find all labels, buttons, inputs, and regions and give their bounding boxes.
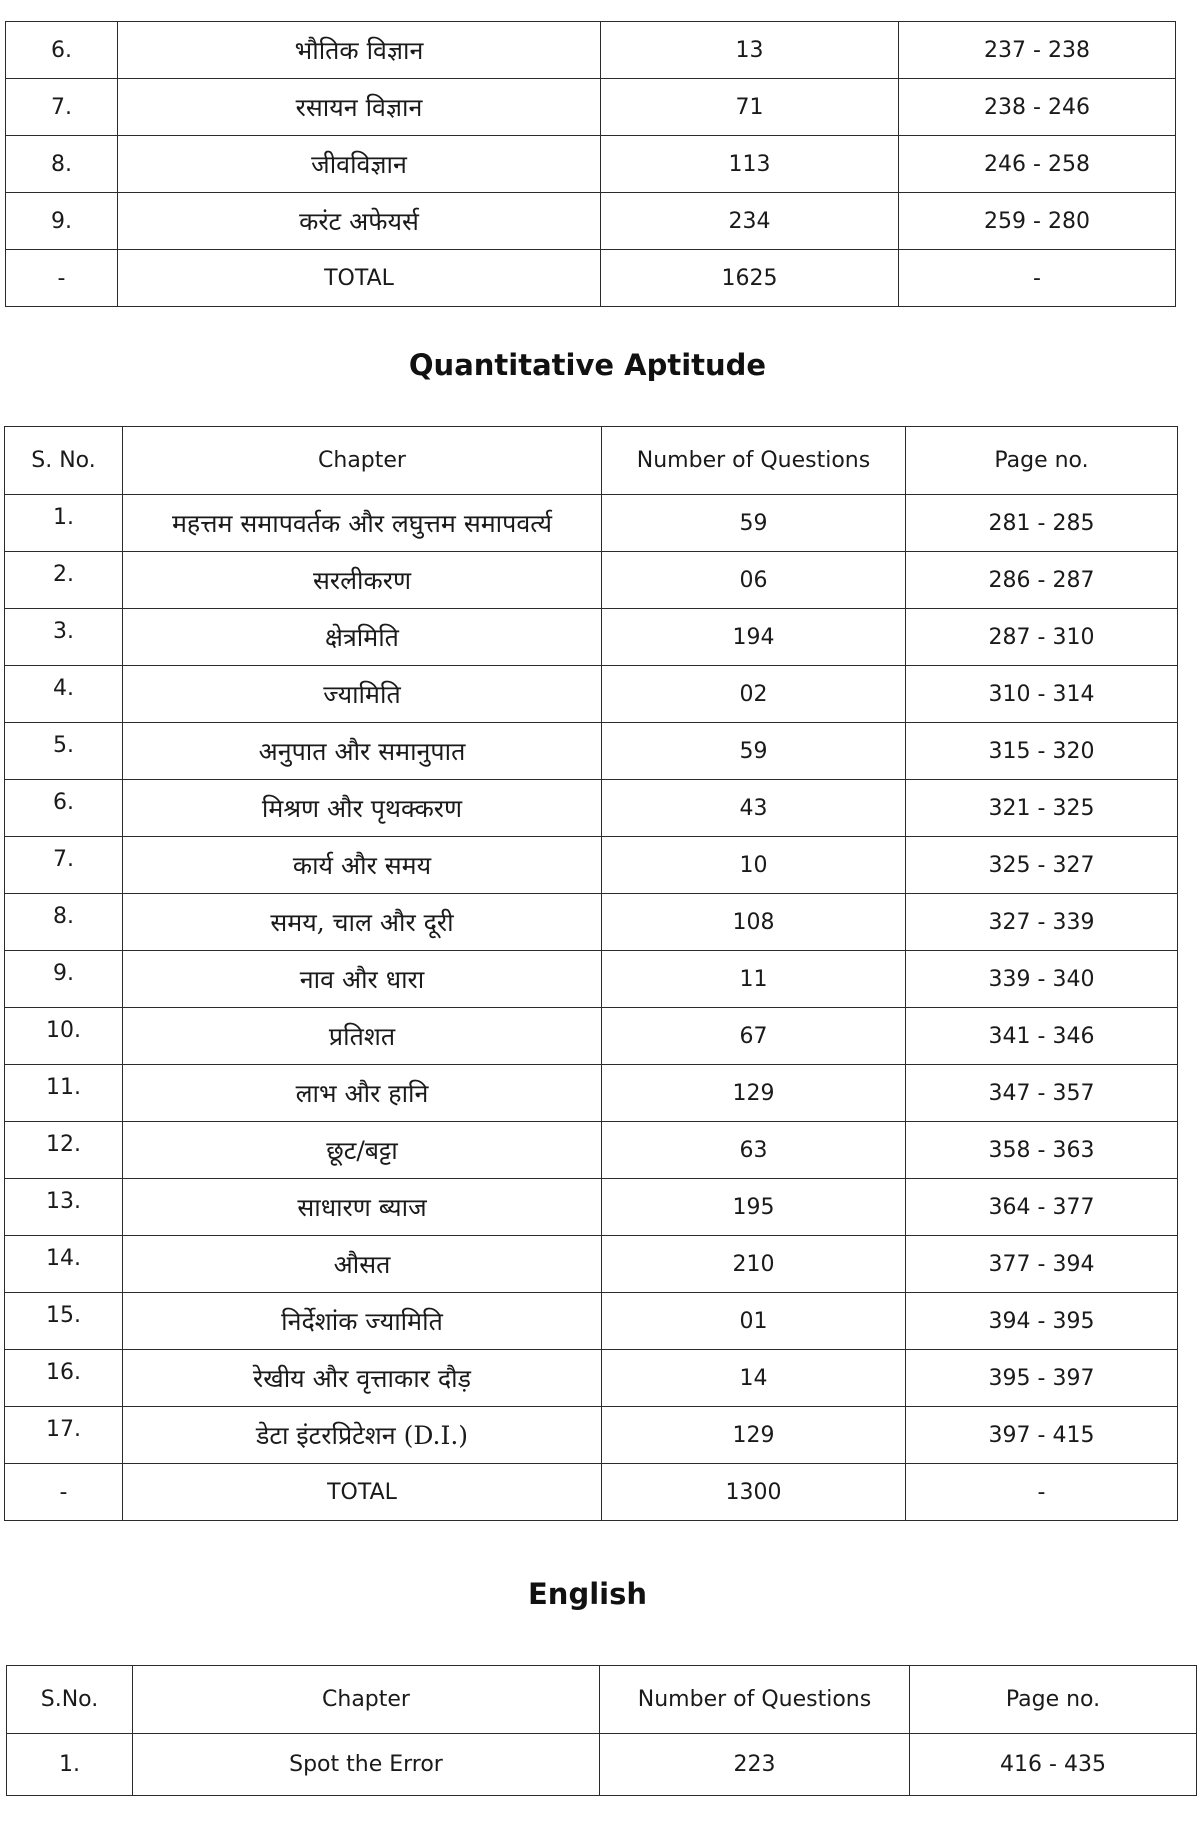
cell-questions: 195 bbox=[602, 1179, 906, 1236]
cell-questions: 210 bbox=[602, 1236, 906, 1293]
cell-questions: 01 bbox=[602, 1293, 906, 1350]
cell-chapter: TOTAL bbox=[123, 1464, 602, 1521]
cell-chapter: रेखीय और वृत्ताकार दौड़ bbox=[123, 1350, 602, 1407]
en-header-pages: Page no. bbox=[910, 1666, 1197, 1734]
table-row bbox=[5, 1008, 1178, 1065]
cell-chapter: प्रतिशत bbox=[123, 1008, 602, 1065]
english-table bbox=[6, 1665, 1197, 1796]
general-studies-table bbox=[5, 21, 1176, 307]
cell-pages: 327 - 339 bbox=[906, 894, 1178, 951]
cell-sno: 6. bbox=[6, 22, 118, 79]
cell-questions: 194 bbox=[602, 609, 906, 666]
cell-sno: - bbox=[6, 250, 118, 307]
table-row bbox=[7, 1734, 1197, 1796]
cell-sno: 9. bbox=[5, 951, 123, 1008]
cell-pages: 259 - 280 bbox=[899, 193, 1176, 250]
cell-questions: 02 bbox=[602, 666, 906, 723]
cell-chapter: नाव और धारा bbox=[123, 951, 602, 1008]
cell-sno: 5. bbox=[5, 723, 123, 780]
cell-pages: 416 - 435 bbox=[910, 1734, 1197, 1796]
cell-questions: 129 bbox=[602, 1407, 906, 1464]
cell-sno: 10. bbox=[5, 1008, 123, 1065]
table-row bbox=[6, 136, 1176, 193]
cell-pages: 315 - 320 bbox=[906, 723, 1178, 780]
en-header-questions: Number of Questions bbox=[600, 1666, 910, 1734]
cell-pages: 397 - 415 bbox=[906, 1407, 1178, 1464]
table-row bbox=[5, 666, 1178, 723]
cell-questions: 67 bbox=[602, 1008, 906, 1065]
cell-questions: 108 bbox=[602, 894, 906, 951]
cell-pages: 347 - 357 bbox=[906, 1065, 1178, 1122]
cell-sno: 17. bbox=[5, 1407, 123, 1464]
cell-chapter: कार्य और समय bbox=[123, 837, 602, 894]
quantitative-aptitude-title: Quantitative Aptitude bbox=[408, 348, 767, 382]
table-row bbox=[6, 250, 1176, 307]
cell-sno: 1. bbox=[5, 495, 123, 552]
en-header-sno: S.No. bbox=[7, 1666, 133, 1734]
cell-questions: 43 bbox=[602, 780, 906, 837]
en-table-body bbox=[7, 1734, 1197, 1796]
cell-sno: 1. bbox=[7, 1734, 133, 1796]
table-row bbox=[5, 495, 1178, 552]
cell-sno: 15. bbox=[5, 1293, 123, 1350]
cell-sno: 8. bbox=[5, 894, 123, 951]
en-header-row bbox=[7, 1666, 1197, 1734]
cell-chapter: TOTAL bbox=[118, 250, 601, 307]
cell-questions: 71 bbox=[601, 79, 899, 136]
cell-pages: 238 - 246 bbox=[899, 79, 1176, 136]
cell-chapter: ज्यामिति bbox=[123, 666, 602, 723]
cell-pages: 310 - 314 bbox=[906, 666, 1178, 723]
cell-sno: 7. bbox=[6, 79, 118, 136]
cell-pages: 341 - 346 bbox=[906, 1008, 1178, 1065]
cell-pages: 281 - 285 bbox=[906, 495, 1178, 552]
cell-pages: 395 - 397 bbox=[906, 1350, 1178, 1407]
cell-chapter: क्षेत्रमिति bbox=[123, 609, 602, 666]
cell-pages: 246 - 258 bbox=[899, 136, 1176, 193]
cell-sno: 3. bbox=[5, 609, 123, 666]
table-row bbox=[5, 951, 1178, 1008]
cell-chapter: लाभ और हानि bbox=[123, 1065, 602, 1122]
cell-chapter: जीवविज्ञान bbox=[118, 136, 601, 193]
cell-questions: 14 bbox=[602, 1350, 906, 1407]
cell-chapter: सरलीकरण bbox=[123, 552, 602, 609]
cell-questions: 63 bbox=[602, 1122, 906, 1179]
cell-pages: 325 - 327 bbox=[906, 837, 1178, 894]
english-title: English bbox=[527, 1577, 647, 1611]
cell-questions: 11 bbox=[602, 951, 906, 1008]
table-row bbox=[5, 1236, 1178, 1293]
table-row bbox=[6, 22, 1176, 79]
cell-pages: 364 - 377 bbox=[906, 1179, 1178, 1236]
cell-sno: 9. bbox=[6, 193, 118, 250]
table-row bbox=[5, 1350, 1178, 1407]
cell-questions: 129 bbox=[602, 1065, 906, 1122]
cell-questions: 06 bbox=[602, 552, 906, 609]
table-row bbox=[5, 894, 1178, 951]
cell-sno: 13. bbox=[5, 1179, 123, 1236]
cell-questions: 1625 bbox=[601, 250, 899, 307]
cell-questions: 234 bbox=[601, 193, 899, 250]
cell-questions: 10 bbox=[602, 837, 906, 894]
cell-chapter: निर्देशांक ज्यामिति bbox=[123, 1293, 602, 1350]
qa-header-sno: S. No. bbox=[5, 427, 123, 495]
cell-questions: 13 bbox=[601, 22, 899, 79]
table-row bbox=[5, 723, 1178, 780]
cell-chapter: करंट अफेयर्स bbox=[118, 193, 601, 250]
cell-chapter: साधारण ब्याज bbox=[123, 1179, 602, 1236]
cell-pages: - bbox=[906, 1464, 1178, 1521]
cell-pages: - bbox=[899, 250, 1176, 307]
cell-sno: 2. bbox=[5, 552, 123, 609]
qa-header-row bbox=[5, 427, 1178, 495]
cell-chapter: रसायन विज्ञान bbox=[118, 79, 601, 136]
table-row bbox=[5, 1293, 1178, 1350]
cell-questions: 59 bbox=[602, 495, 906, 552]
en-header-chapter: Chapter bbox=[133, 1666, 600, 1734]
cell-pages: 394 - 395 bbox=[906, 1293, 1178, 1350]
cell-sno: 8. bbox=[6, 136, 118, 193]
cell-chapter: Spot the Error bbox=[133, 1734, 600, 1796]
qa-header-questions: Number of Questions bbox=[602, 427, 906, 495]
table-row bbox=[5, 1179, 1178, 1236]
cell-sno: 16. bbox=[5, 1350, 123, 1407]
cell-chapter: अनुपात और समानुपात bbox=[123, 723, 602, 780]
cell-pages: 286 - 287 bbox=[906, 552, 1178, 609]
table-row bbox=[6, 79, 1176, 136]
cell-sno: 6. bbox=[5, 780, 123, 837]
qa-table-body bbox=[5, 495, 1178, 1521]
table-row bbox=[5, 609, 1178, 666]
cell-pages: 377 - 394 bbox=[906, 1236, 1178, 1293]
cell-chapter: भौतिक विज्ञान bbox=[118, 22, 601, 79]
cell-sno: 11. bbox=[5, 1065, 123, 1122]
cell-questions: 113 bbox=[601, 136, 899, 193]
table-row bbox=[5, 552, 1178, 609]
table-row bbox=[5, 837, 1178, 894]
cell-sno: 14. bbox=[5, 1236, 123, 1293]
cell-questions: 1300 bbox=[602, 1464, 906, 1521]
cell-chapter: मिश्रण और पृथक्करण bbox=[123, 780, 602, 837]
table-row bbox=[6, 193, 1176, 250]
cell-chapter: औसत bbox=[123, 1236, 602, 1293]
cell-sno: 7. bbox=[5, 837, 123, 894]
table-row bbox=[5, 780, 1178, 837]
gs-table-body bbox=[6, 22, 1176, 307]
cell-pages: 339 - 340 bbox=[906, 951, 1178, 1008]
cell-chapter: डेटा इंटरप्रिटेशन (D.I.) bbox=[123, 1407, 602, 1464]
qa-header-pages: Page no. bbox=[906, 427, 1178, 495]
cell-pages: 321 - 325 bbox=[906, 780, 1178, 837]
cell-pages: 358 - 363 bbox=[906, 1122, 1178, 1179]
cell-sno: 12. bbox=[5, 1122, 123, 1179]
cell-sno: - bbox=[5, 1464, 123, 1521]
table-row bbox=[5, 1065, 1178, 1122]
cell-questions: 59 bbox=[602, 723, 906, 780]
cell-sno: 4. bbox=[5, 666, 123, 723]
cell-chapter: समय, चाल और दूरी bbox=[123, 894, 602, 951]
table-row bbox=[5, 1122, 1178, 1179]
cell-pages: 237 - 238 bbox=[899, 22, 1176, 79]
cell-questions: 223 bbox=[600, 1734, 910, 1796]
table-row bbox=[5, 1464, 1178, 1521]
table-row bbox=[5, 1407, 1178, 1464]
qa-header-chapter: Chapter bbox=[123, 427, 602, 495]
quantitative-aptitude-table bbox=[4, 426, 1178, 1521]
cell-pages: 287 - 310 bbox=[906, 609, 1178, 666]
cell-chapter: छूट/बट्टा bbox=[123, 1122, 602, 1179]
cell-chapter: महत्तम समापवर्तक और लघुत्तम समापवर्त्य bbox=[123, 495, 602, 552]
